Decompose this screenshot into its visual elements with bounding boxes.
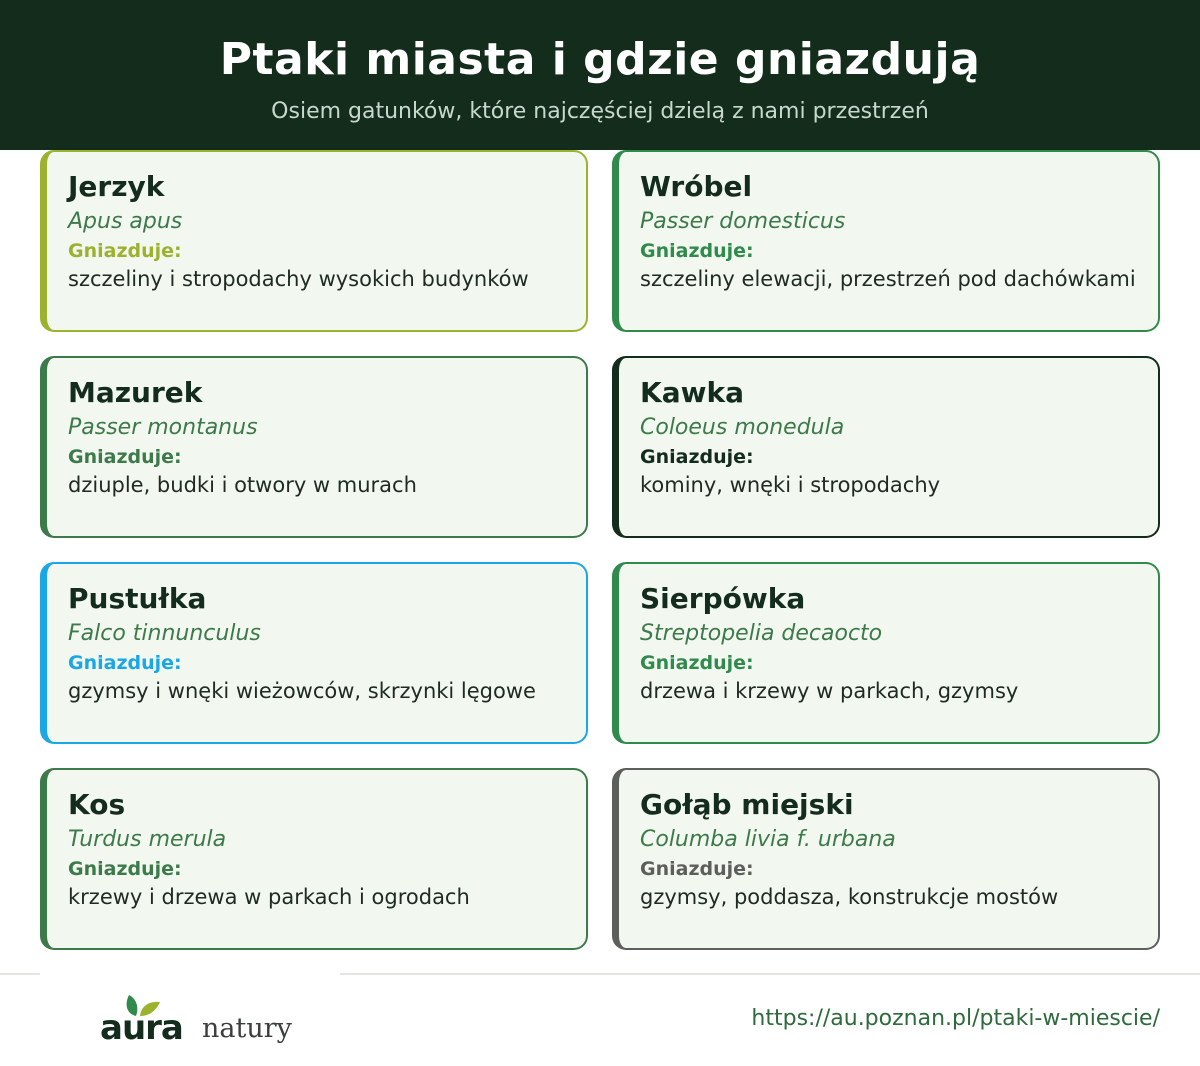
bird-name: Jerzyk (68, 170, 165, 203)
bird-latin-name: Coloeus monedula (640, 415, 845, 440)
nest-description: szczeliny i stropodachy wysokich budynków (68, 267, 529, 291)
bird-name: Mazurek (68, 376, 203, 409)
bird-card-kawka (612, 356, 1160, 538)
bird-latin-name: Columba livia f. urbana (640, 827, 896, 852)
bird-card-jerzyk (40, 150, 588, 332)
bird-card-golab-miejski (612, 768, 1160, 950)
source-link[interactable]: https://au.poznan.pl/ptaki-w-miescie/ (751, 1006, 1160, 1031)
page-subtitle: Osiem gatunków, które najczęściej dzielą z nami przestrzeń (271, 99, 929, 124)
nest-description: szczeliny elewacji, przestrzeń pod dachówkami (640, 267, 1136, 291)
bird-name: Wróbel (640, 170, 753, 203)
nest-label: Gniazduje: (68, 240, 182, 262)
nest-label: Gniazduje: (68, 652, 182, 674)
bird-name: Sierpówka (640, 582, 806, 615)
bird-latin-name: Apus apus (68, 209, 183, 234)
page-title: Ptaki miasta i gdzie gniazdują (219, 34, 981, 85)
bird-latin-name: Passer domesticus (640, 209, 846, 234)
nest-label: Gniazduje: (640, 240, 754, 262)
bird-card-mazurek (40, 356, 588, 538)
nest-description: gzymsy, poddasza, konstrukcje mostów (640, 885, 1059, 909)
nest-description: krzewy i drzewa w parkach i ogrodach (68, 885, 470, 909)
nest-description: drzewa i krzewy w parkach, gzymsy (640, 679, 1019, 703)
nest-label: Gniazduje: (640, 858, 754, 880)
logo-background (40, 966, 340, 1066)
bird-latin-name: Streptopelia decaocto (640, 621, 883, 646)
nest-label: Gniazduje: (68, 858, 182, 880)
nest-description: gzymsy i wnęki wieżowców, skrzynki lęgowe (68, 679, 536, 703)
logo-subtitle: natury (202, 1013, 292, 1044)
bird-card-pustulka (40, 562, 588, 744)
bird-latin-name: Falco tinnunculus (68, 621, 261, 646)
nest-label: Gniazduje: (640, 446, 754, 468)
nest-description: dziuple, budki i otwory w murach (68, 473, 417, 497)
logo-wordmark: aura (100, 1008, 183, 1048)
bird-name: Gołąb miejski (640, 788, 854, 821)
nest-description: kominy, wnęki i stropodachy (640, 473, 941, 497)
bird-card-sierpowka (612, 562, 1160, 744)
bird-card-wrobel (612, 150, 1160, 332)
bird-latin-name: Turdus merula (68, 827, 227, 852)
bird-name: Kawka (640, 376, 744, 409)
bird-name: Kos (68, 788, 126, 821)
bird-name: Pustułka (68, 582, 207, 615)
nest-label: Gniazduje: (68, 446, 182, 468)
bird-card-kos (40, 768, 588, 950)
nest-label: Gniazduje: (640, 652, 754, 674)
header (0, 0, 1200, 150)
bird-latin-name: Passer montanus (68, 415, 258, 440)
